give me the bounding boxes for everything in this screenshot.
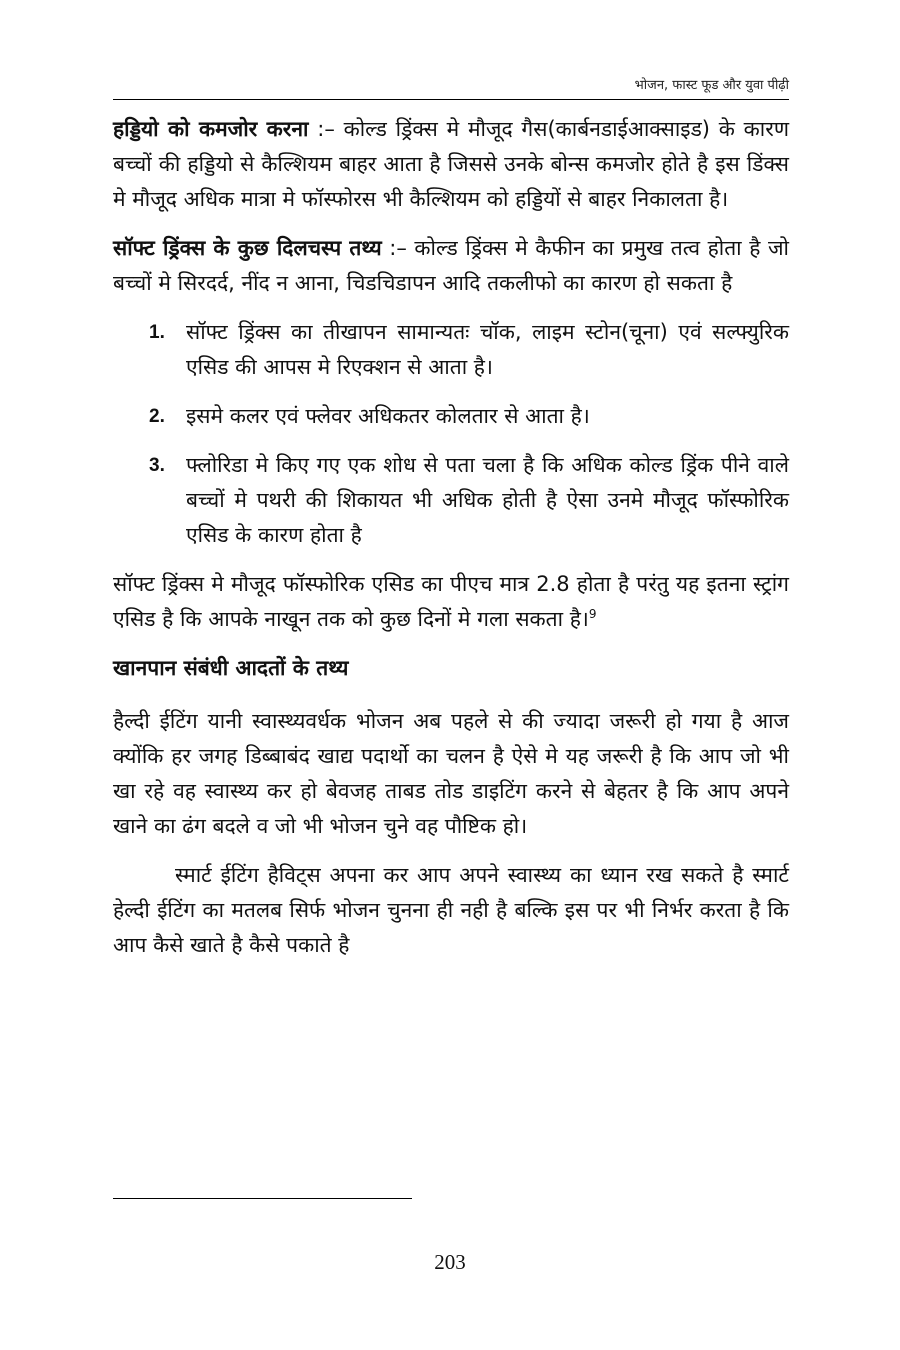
list-item bbox=[113, 399, 789, 434]
paragraph-text: हैल्दी ईटिंग यानी स्वास्थ्यवर्धक भोजन अब पहले से की ज्यादा जरूरी हो गया है आज क्योंकि हर जगह डिब्बाबंद खाद्य पदार्थो का चलन है ऐसे मे यह जरूरी है कि आप जो भी खा रहे वह स्वास्थ्य कर हो बेवजह ताबड तोड डाइटिंग करने से बेहतर है कि आप अपने खाने का ढंग बदले व जो भी भोजन चुने वह पौष्टिक हो। bbox=[113, 709, 789, 838]
running-header: भोजन, फास्ट फूड और युवा पीढ़ी bbox=[634, 78, 789, 93]
paragraph-lead: सॉफ्ट ड्रिंक्स के कुछ दिलचस्प तथ्य bbox=[113, 236, 382, 260]
footnote-marker: 9 bbox=[588, 607, 597, 621]
list-item bbox=[113, 315, 789, 385]
paragraph-smart-eating bbox=[113, 858, 789, 963]
page-number: 203 bbox=[434, 1250, 466, 1274]
paragraph-text: सॉफ्ट ड्रिंक्स मे मौजूद फॉस्फोरिक एसिड का पीएच मात्र 2.8 होता है परंतु यह इतना स्ट्रांग एसिड है कि आपके नाखून तक को कुछ दिनों मे गला सकता है। bbox=[113, 572, 789, 631]
list-number: 2. bbox=[149, 406, 165, 427]
paragraph-text: स्मार्ट ईटिंग हैविट्स अपना कर आप अपने स्वास्थ्य का ध्यान रख सकते है स्मार्ट हेल्दी ईटिंग का मतलब सिर्फ भोजन चुनना ही नही है बल्कि इस पर भी निर्भर करता है कि आप कैसे खाते है कैसे पकाते है bbox=[113, 863, 789, 957]
paragraph-bones bbox=[113, 112, 789, 217]
page-body bbox=[113, 112, 789, 977]
paragraph-lead: हड्डियो को कमजोर करना bbox=[113, 117, 309, 141]
header-rule bbox=[113, 99, 789, 100]
list-text: सॉफ्ट ड्रिंक्स का तीखापन सामान्यतः चॉक, लाइम स्टोन(चूना) एवं सल्फ्युरिक एसिड की आपस मे रिएक्शन से आता है। bbox=[186, 320, 789, 379]
paragraph-text: :– कोल्ड ड्रिंक्स मे कैफीन का प्रमुख तत्व होता है जो बच्चों मे सिरदर्द, नींद न आना, चिडचिडापन आदि तकलीफो का कारण हो सकता है bbox=[113, 236, 789, 295]
paragraph-facts bbox=[113, 231, 789, 301]
list-text: फ्लोरिडा मे किए गए एक शोध से पता चला है कि अधिक कोल्ड ड्रिंक पीने वाले बच्चों मे पथरी की शिकायत भी अधिक होती है ऐसा उनमे मौजूद फॉस्फोरिक एसिड के कारण होता है bbox=[186, 453, 789, 547]
facts-list bbox=[113, 315, 789, 553]
paragraph-ph bbox=[113, 567, 789, 637]
list-number: 3. bbox=[149, 455, 165, 476]
section-heading: खानपान संबंधी आदतों के तथ्य bbox=[113, 656, 349, 680]
paragraph-text: :– कोल्ड ड्रिंक्स मे मौजूद गैस(कार्बनडाईआक्साइड) के कारण बच्चों की हड्डियो से कैल्शियम बाहर आता है जिससे उनके बोन्स कमजोर होते है इस डिंक्स मे मौजूद अधिक मात्रा मे फॉस्फोरस भी कैल्शियम को हड्डियों से बाहर निकालता है। bbox=[113, 117, 789, 211]
list-item bbox=[113, 448, 789, 553]
footnote-rule bbox=[113, 1198, 412, 1199]
list-text: इसमे कलर एवं फ्लेवर अधिकतर कोलतार से आता है। bbox=[186, 404, 590, 428]
paragraph-healthy-eating bbox=[113, 704, 789, 844]
list-number: 1. bbox=[149, 322, 165, 343]
